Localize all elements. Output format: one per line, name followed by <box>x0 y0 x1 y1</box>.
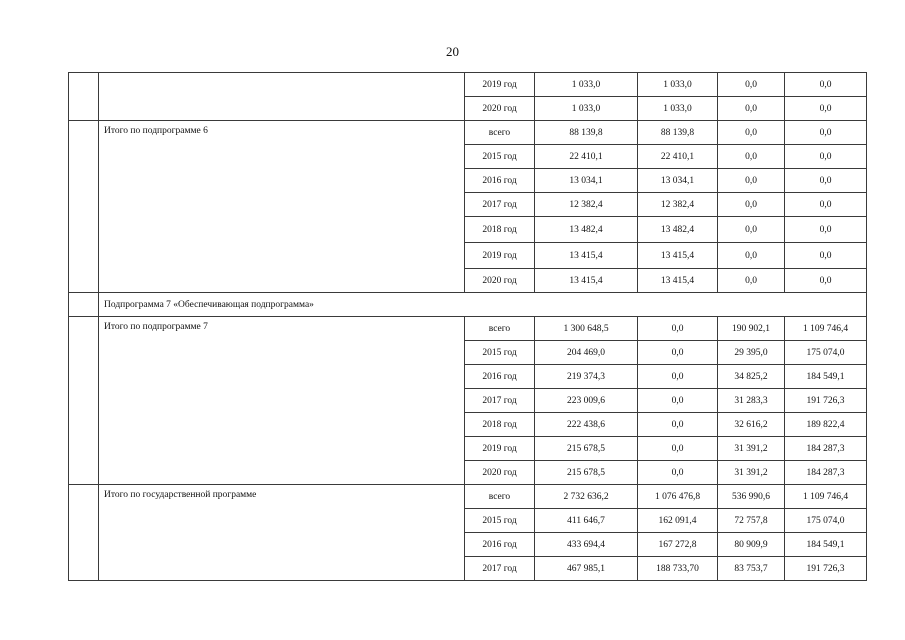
value-cell: 0,0 <box>785 121 867 145</box>
row-group-label: Итого по подпрограмме 6 <box>99 121 465 293</box>
value-cell: 0,0 <box>718 169 785 193</box>
value-cell: 83 753,7 <box>718 557 785 581</box>
value-cell: 536 990,6 <box>718 485 785 509</box>
value-cell: 13 034,1 <box>638 169 718 193</box>
value-cell: 0,0 <box>718 121 785 145</box>
value-cell: 189 822,4 <box>785 413 867 437</box>
period-cell: 2015 год <box>465 509 535 533</box>
value-cell: 0,0 <box>718 269 785 293</box>
table-row <box>69 317 867 341</box>
value-cell: 0,0 <box>785 217 867 243</box>
value-cell: 0,0 <box>718 217 785 243</box>
value-cell: 0,0 <box>638 341 718 365</box>
total-cell: 13 482,4 <box>535 217 638 243</box>
value-cell: 1 033,0 <box>638 73 718 97</box>
period-cell: 2019 год <box>465 73 535 97</box>
value-cell: 162 091,4 <box>638 509 718 533</box>
value-cell: 0,0 <box>718 243 785 269</box>
section-title-row <box>69 293 867 317</box>
value-cell: 184 287,3 <box>785 461 867 485</box>
value-cell: 0,0 <box>638 389 718 413</box>
index-cell <box>69 293 99 317</box>
table-row <box>69 485 867 509</box>
value-cell: 184 287,3 <box>785 437 867 461</box>
value-cell: 0,0 <box>718 145 785 169</box>
section-title: Подпрограмма 7 «Обеспечивающая подпрограмма» <box>99 293 867 317</box>
value-cell: 88 139,8 <box>638 121 718 145</box>
value-cell: 191 726,3 <box>785 389 867 413</box>
period-cell: 2020 год <box>465 97 535 121</box>
budget-table <box>68 72 867 581</box>
period-cell: 2019 год <box>465 437 535 461</box>
total-cell: 219 374,3 <box>535 365 638 389</box>
value-cell: 31 283,3 <box>718 389 785 413</box>
table-row <box>69 121 867 145</box>
value-cell: 12 382,4 <box>638 193 718 217</box>
value-cell: 0,0 <box>785 145 867 169</box>
value-cell: 0,0 <box>785 73 867 97</box>
period-cell: 2016 год <box>465 169 535 193</box>
total-cell: 222 438,6 <box>535 413 638 437</box>
value-cell: 34 825,2 <box>718 365 785 389</box>
value-cell: 0,0 <box>785 193 867 217</box>
total-cell: 215 678,5 <box>535 437 638 461</box>
value-cell: 188 733,70 <box>638 557 718 581</box>
value-cell: 0,0 <box>638 461 718 485</box>
value-cell: 31 391,2 <box>718 461 785 485</box>
total-cell: 1 033,0 <box>535 73 638 97</box>
total-cell: 204 469,0 <box>535 341 638 365</box>
value-cell: 0,0 <box>785 97 867 121</box>
period-cell: 2017 год <box>465 193 535 217</box>
index-cell <box>69 121 99 293</box>
value-cell: 0,0 <box>785 169 867 193</box>
period-cell: 2020 год <box>465 461 535 485</box>
value-cell: 13 415,4 <box>638 243 718 269</box>
value-cell: 175 074,0 <box>785 341 867 365</box>
value-cell: 0,0 <box>785 269 867 293</box>
value-cell: 1 033,0 <box>638 97 718 121</box>
value-cell: 191 726,3 <box>785 557 867 581</box>
total-cell: 88 139,8 <box>535 121 638 145</box>
value-cell: 32 616,2 <box>718 413 785 437</box>
value-cell: 0,0 <box>638 365 718 389</box>
period-cell: 2015 год <box>465 145 535 169</box>
value-cell: 1 076 476,8 <box>638 485 718 509</box>
index-cell <box>69 485 99 581</box>
value-cell: 13 482,4 <box>638 217 718 243</box>
total-cell: 433 694,4 <box>535 533 638 557</box>
page-number: 20 <box>446 44 459 59</box>
total-cell: 13 415,4 <box>535 243 638 269</box>
value-cell: 72 757,8 <box>718 509 785 533</box>
value-cell: 184 549,1 <box>785 533 867 557</box>
row-group-label: Итого по подпрограмме 7 <box>99 317 465 485</box>
total-cell: 467 985,1 <box>535 557 638 581</box>
value-cell: 0,0 <box>718 73 785 97</box>
value-cell: 29 395,0 <box>718 341 785 365</box>
value-cell: 175 074,0 <box>785 509 867 533</box>
period-cell: 2018 год <box>465 413 535 437</box>
total-cell: 1 033,0 <box>535 97 638 121</box>
total-cell: 411 646,7 <box>535 509 638 533</box>
value-cell: 0,0 <box>718 193 785 217</box>
budget-table-body <box>69 73 867 581</box>
period-cell: всего <box>465 121 535 145</box>
total-cell: 223 009,6 <box>535 389 638 413</box>
total-cell: 22 410,1 <box>535 145 638 169</box>
value-cell: 80 909,9 <box>718 533 785 557</box>
total-cell: 13 415,4 <box>535 269 638 293</box>
total-cell: 12 382,4 <box>535 193 638 217</box>
value-cell: 184 549,1 <box>785 365 867 389</box>
value-cell: 0,0 <box>638 413 718 437</box>
value-cell: 1 109 746,4 <box>785 485 867 509</box>
value-cell: 1 109 746,4 <box>785 317 867 341</box>
period-cell: 2017 год <box>465 389 535 413</box>
value-cell: 13 415,4 <box>638 269 718 293</box>
period-cell: 2015 год <box>465 341 535 365</box>
row-group-label <box>99 73 465 121</box>
value-cell: 0,0 <box>785 243 867 269</box>
period-cell: всего <box>465 485 535 509</box>
value-cell: 0,0 <box>638 317 718 341</box>
value-cell: 31 391,2 <box>718 437 785 461</box>
period-cell: 2017 год <box>465 557 535 581</box>
total-cell: 2 732 636,2 <box>535 485 638 509</box>
index-cell <box>69 73 99 121</box>
period-cell: 2020 год <box>465 269 535 293</box>
index-cell <box>69 317 99 485</box>
period-cell: 2016 год <box>465 365 535 389</box>
value-cell: 0,0 <box>638 437 718 461</box>
value-cell: 190 902,1 <box>718 317 785 341</box>
period-cell: 2016 год <box>465 533 535 557</box>
period-cell: всего <box>465 317 535 341</box>
row-group-label: Итого по государственной программе <box>99 485 465 581</box>
total-cell: 1 300 648,5 <box>535 317 638 341</box>
value-cell: 0,0 <box>718 97 785 121</box>
total-cell: 215 678,5 <box>535 461 638 485</box>
value-cell: 167 272,8 <box>638 533 718 557</box>
period-cell: 2019 год <box>465 243 535 269</box>
total-cell: 13 034,1 <box>535 169 638 193</box>
period-cell: 2018 год <box>465 217 535 243</box>
value-cell: 22 410,1 <box>638 145 718 169</box>
table-row <box>69 73 867 97</box>
